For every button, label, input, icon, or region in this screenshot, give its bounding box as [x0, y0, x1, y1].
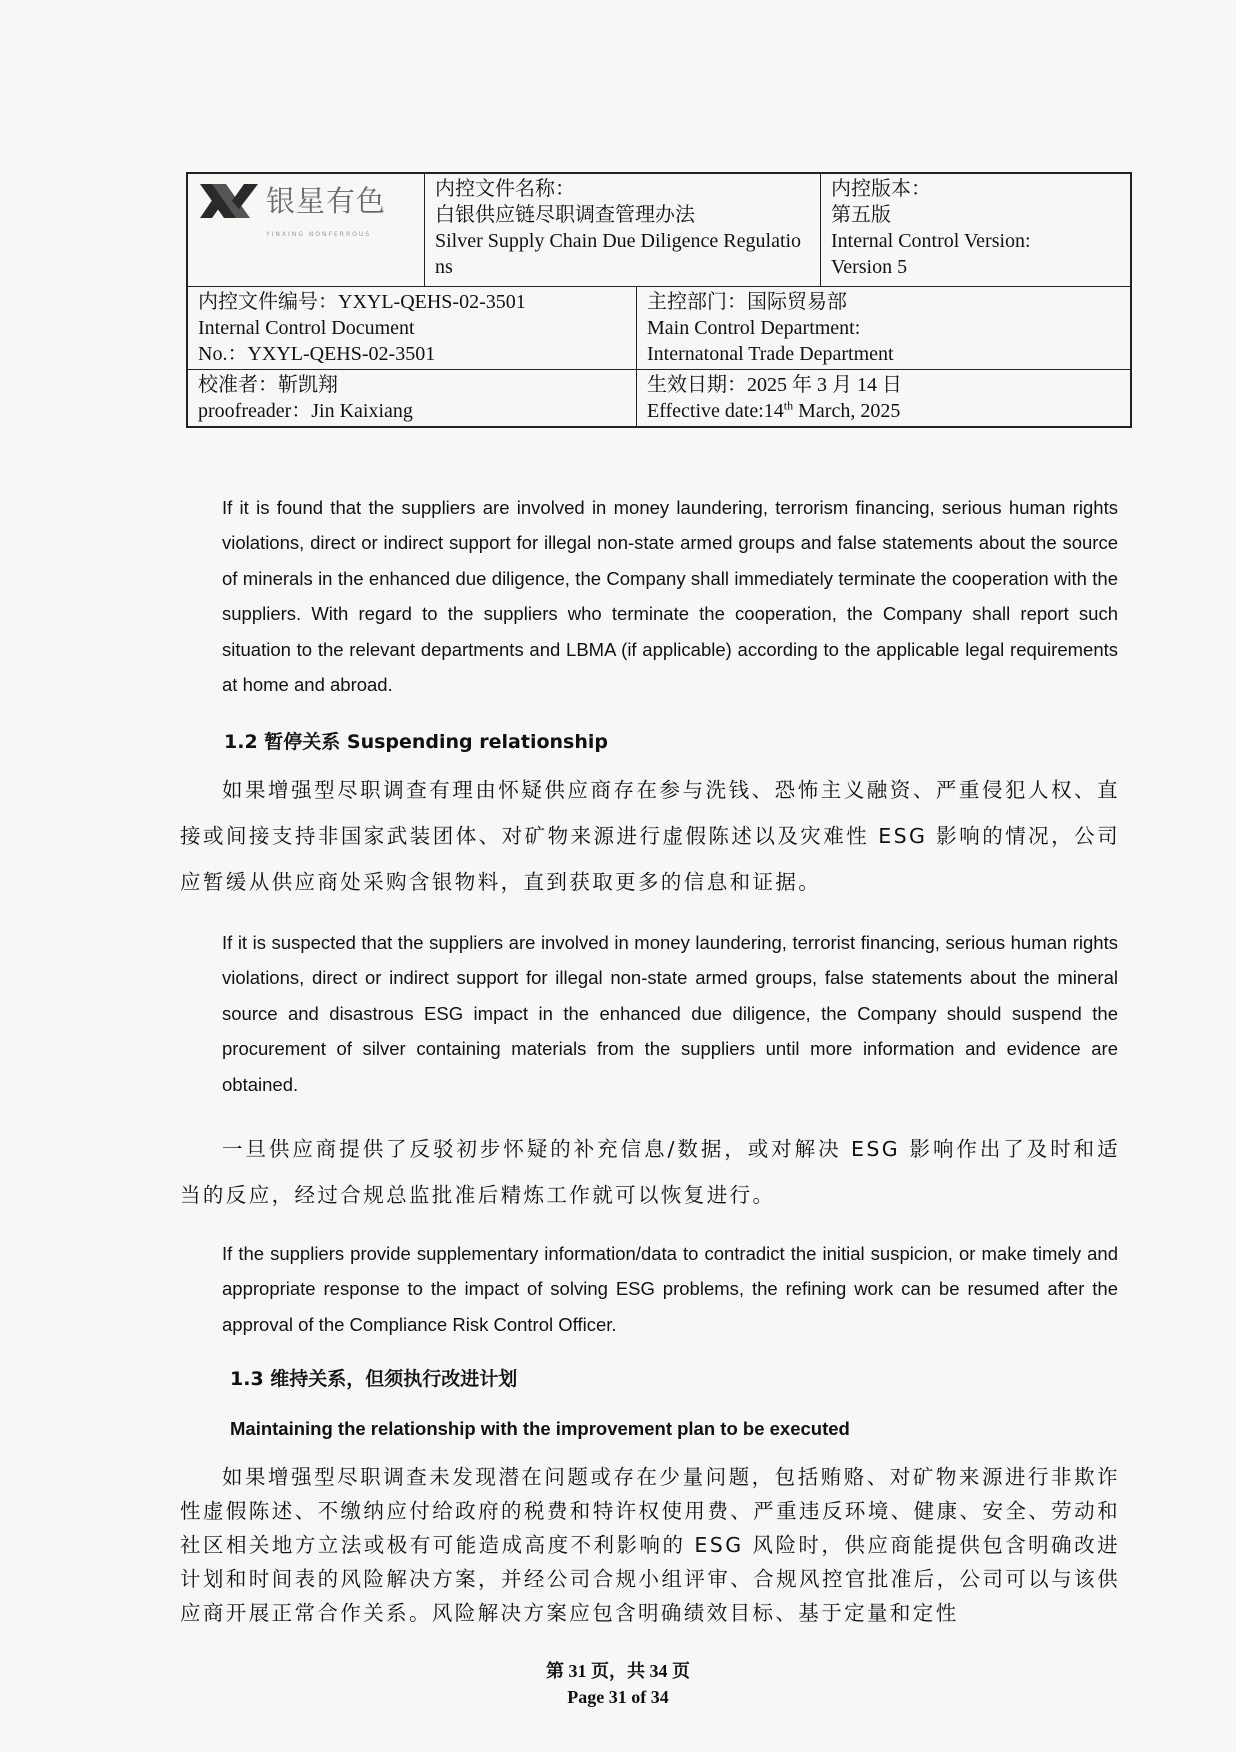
section-1-2-heading: 1.2 暂停关系 Suspending relationship [224, 731, 608, 753]
header-row-2 [188, 287, 1130, 370]
department-en-2: Internatonal Trade Department [647, 343, 894, 365]
effective-date-zh: 生效日期：2025 年 3 月 14 日 [647, 374, 902, 396]
version-zh: 第五版 [831, 204, 891, 226]
proofreader-zh: 校准者：靳凯翔 [198, 374, 338, 396]
company-logo [198, 182, 386, 220]
logo-x-icon [198, 182, 260, 220]
department-cell [636, 287, 1130, 369]
page-footer [0, 1658, 1236, 1710]
proofreader-en: proofreader：Jin Kaixiang [198, 400, 413, 422]
paragraph-suspend-en: If it is suspected that the suppliers are involved in money laundering, terrorist financing, serious human rights violations, direct or indirect support for illegal non-state armed groups, false statements about the mineral source and disastrous ESG impact in the enhanced due diligence, the Company should suspend the procurement of silver containing materials from the suppliers until more information and evidence are obtained. [222, 932, 1118, 1095]
logo-cell [188, 174, 424, 286]
version-cell [820, 174, 1130, 286]
section-1-3-heading: 1.3 维持关系，但须执行改进计划 [230, 1368, 518, 1390]
paragraph-termination-en: If it is found that the suppliers are involved in money laundering, terrorism financing, serious human rights violations, direct or indirect support for illegal non-state armed groups and false statements about the source of minerals in the enhanced due diligence, the Company shall immediately terminate the cooperation with the suppliers. With regard to the suppliers who terminate the cooperation, the Company shall report such situation to the relevant departments and LBMA (if applicable) according to the applicable legal requirements at home and abroad. [222, 497, 1118, 696]
header-row-1 [188, 174, 1130, 287]
version-en: Version 5 [831, 256, 908, 278]
paragraph-maintain-zh: 如果增强型尽职调查未发现潜在问题或存在少量问题，包括贿赂、对矿物来源进行非欺诈性虚假陈述、不缴纳应付给政府的税费和特许权使用费、严重违反环境、健康、安全、劳动和社区相关地方立法或极有可能造成高度不利影响的 ESG 风险时，供应商能提供包含明确改进计划和时间表的风险解决方案，并经公司合规小组评审、合规风控官批准后，公司可以与该供应商开展正常合作关系。风险解决方案应包含明确绩效目标、基于定量和定性 [180, 1465, 1120, 1625]
version-en-label: Internal Control Version: [831, 230, 1031, 252]
logo-subtext: YINXING NONFERROUS [266, 231, 372, 238]
header-row-3 [188, 370, 1130, 426]
doc-name-label: 内控文件名称： [435, 178, 575, 200]
department-en-1: Main Control Department: [647, 317, 861, 339]
paragraph-resume-zh: 一旦供应商提供了反驳初步怀疑的补充信息/数据，或对解决 ESG 影响作出了及时和适当的反应，经过合规总监批准后精炼工作就可以恢复进行。 [180, 1137, 1120, 1207]
doc-number-en-2: No.：YXYL-QEHS-02-3501 [198, 343, 436, 365]
doc-name-cell [424, 174, 820, 286]
effective-date-en [647, 398, 1120, 424]
doc-number-zh: 内控文件编号：YXYL-QEHS-02-3501 [198, 291, 526, 313]
effective-date-en-sup: th [783, 398, 794, 413]
effective-date-cell [636, 370, 1130, 426]
section-1-3-heading-en: Maintaining the relationship with the improvement plan to be executed [230, 1418, 850, 1439]
paragraph-resume-en: If the suppliers provide supplementary information/data to contradict the initial suspicion, or make timely and appropriate response to the impact of solving ESG problems, the refining work can be resumed after the approval of the Compliance Risk Control Officer. [222, 1243, 1118, 1335]
doc-name-zh: 白银供应链尽职调查管理办法 [435, 204, 695, 226]
paragraph-suspend-zh: 如果增强型尽职调查有理由怀疑供应商存在参与洗钱、恐怖主义融资、严重侵犯人权、直接或间接支持非国家武装团体、对矿物来源进行虚假陈述以及灾难性 ESG 影响的情况，公司应暂缓从供应商处采购含银物料，直到获取更多的信息和证据。 [180, 778, 1120, 894]
doc-name-en: Silver Supply Chain Due Diligence Regulations [435, 230, 802, 278]
logo-text: 银星有色 [266, 184, 387, 218]
department-zh: 主控部门：国际贸易部 [647, 291, 847, 313]
doc-number-en-1: Internal Control Document [198, 317, 415, 339]
effective-date-en-post: March, 2025 [793, 400, 901, 422]
page-number-en: Page 31 of 34 [567, 1687, 669, 1707]
version-label: 内控版本： [831, 178, 931, 200]
page-number-zh: 第 31 页，共 34 页 [546, 1661, 690, 1681]
proofreader-cell [188, 370, 636, 426]
header-table [186, 172, 1132, 428]
effective-date-en-pre: Effective date:14 [647, 400, 784, 422]
doc-number-cell [188, 287, 636, 369]
